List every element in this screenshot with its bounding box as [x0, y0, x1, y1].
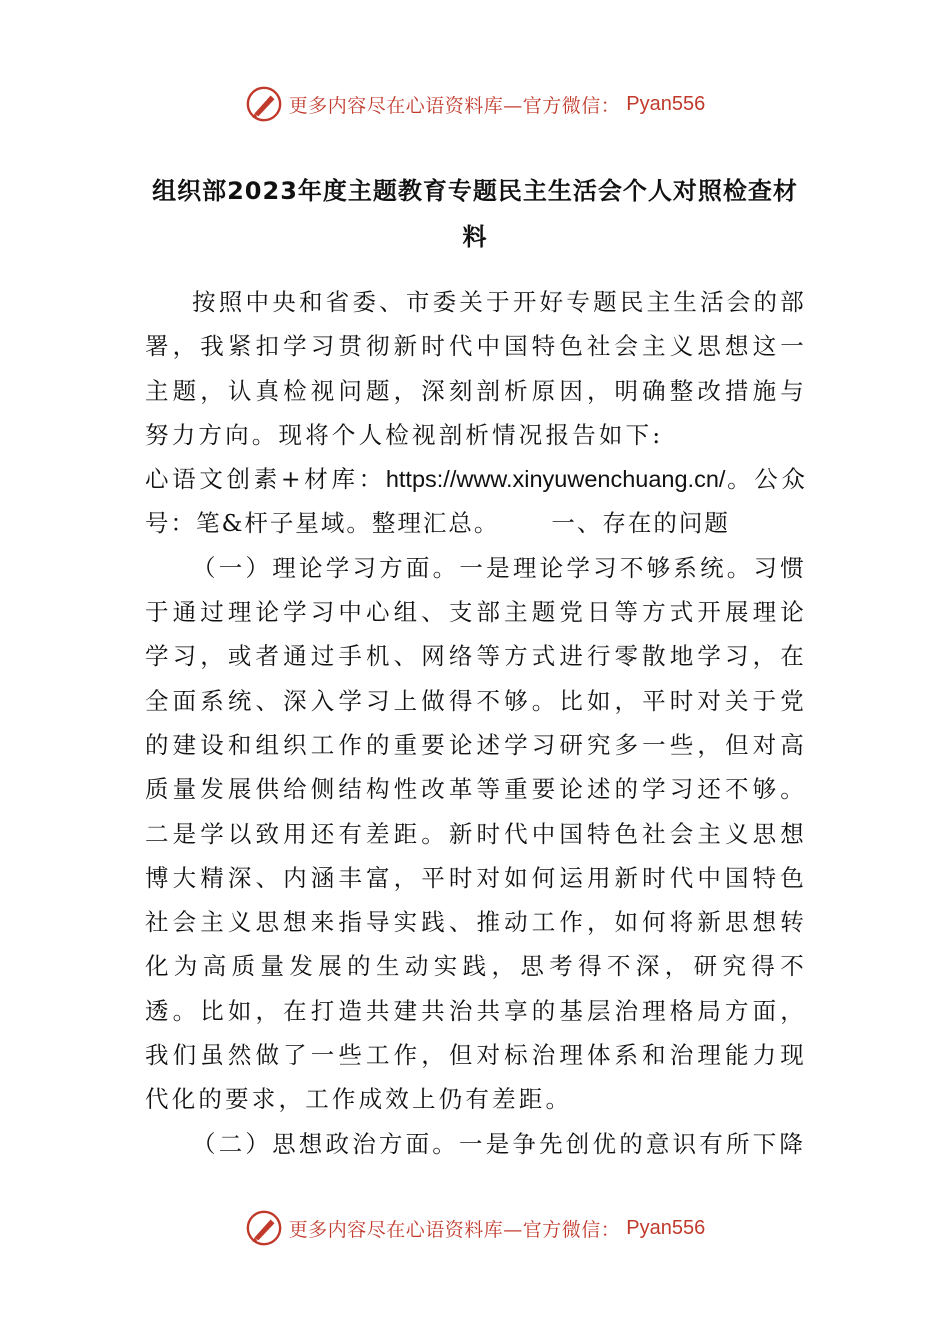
watermark-text: 更多内容尽在心语资料库—官方微信：	[288, 1218, 621, 1241]
section-heading: 一、存在的问题	[551, 509, 730, 538]
paragraph-political-thought: （二）思想政治方面。一是争先创优的意识有所下降	[192, 1129, 807, 1158]
watermark-text: 更多内容尽在心语资料库—官方微信：	[288, 94, 621, 117]
document-body	[145, 280, 807, 1166]
watermark-wechat-id: Pyan556	[626, 92, 706, 115]
pen-logo-icon	[245, 85, 283, 123]
source-url-link[interactable]: https://www.xinyuwenchuang.cn/	[385, 466, 726, 493]
watermark-footer	[0, 1206, 950, 1250]
pen-logo-icon	[245, 1209, 283, 1247]
watermark-wechat-id: Pyan556	[626, 1216, 706, 1239]
watermark-header	[0, 82, 950, 126]
document-title: 组织部2023年度主题教育专题民主生活会个人对照检查材料	[152, 177, 798, 251]
paragraph-theory-study: （一）理论学习方面。一是理论学习不够系统。习惯于通过理论学习中心组、支部主题党日等方式开展理论学习，或者通过手机、网络等方式进行零散地学习，在全面系统、深入学习上做得不够。比如，平时对关于党的建设和组织工作的重要论述学习研究多一些，但对高质量发展供给侧结构性改革等重要论述的学习还不够。二是学以致用还有差距。新时代中国特色社会主义思想博大精深、内涵丰富，平时对如何运用新时代中国特色社会主义思想来指导实践、推动工作，如何将新思想转化为高质量发展的生动实践，思考得不深，研究得不透。比如，在打造共建共治共享的基层治理格局方面，我们虽然做了一些工作，但对标治理体系和治理能力现代化的要求，工作成效上仍有差距。	[145, 553, 807, 1114]
intro-paragraph: 按照中央和省委、市委关于开好专题民主生活会的部署，我紧扣学习贯彻新时代中国特色社会主义思想这一主题，认真检视问题，深刻剖析原因，明确整改措施与努力方向。现将个人检视剖析情况报告如下:	[145, 288, 807, 449]
source-line: 心语文创素+材库：https://www.xinyuwenchuang.cn/。公众号：笔&杆子星域。整理汇总。 一、存在的问题	[145, 465, 807, 538]
